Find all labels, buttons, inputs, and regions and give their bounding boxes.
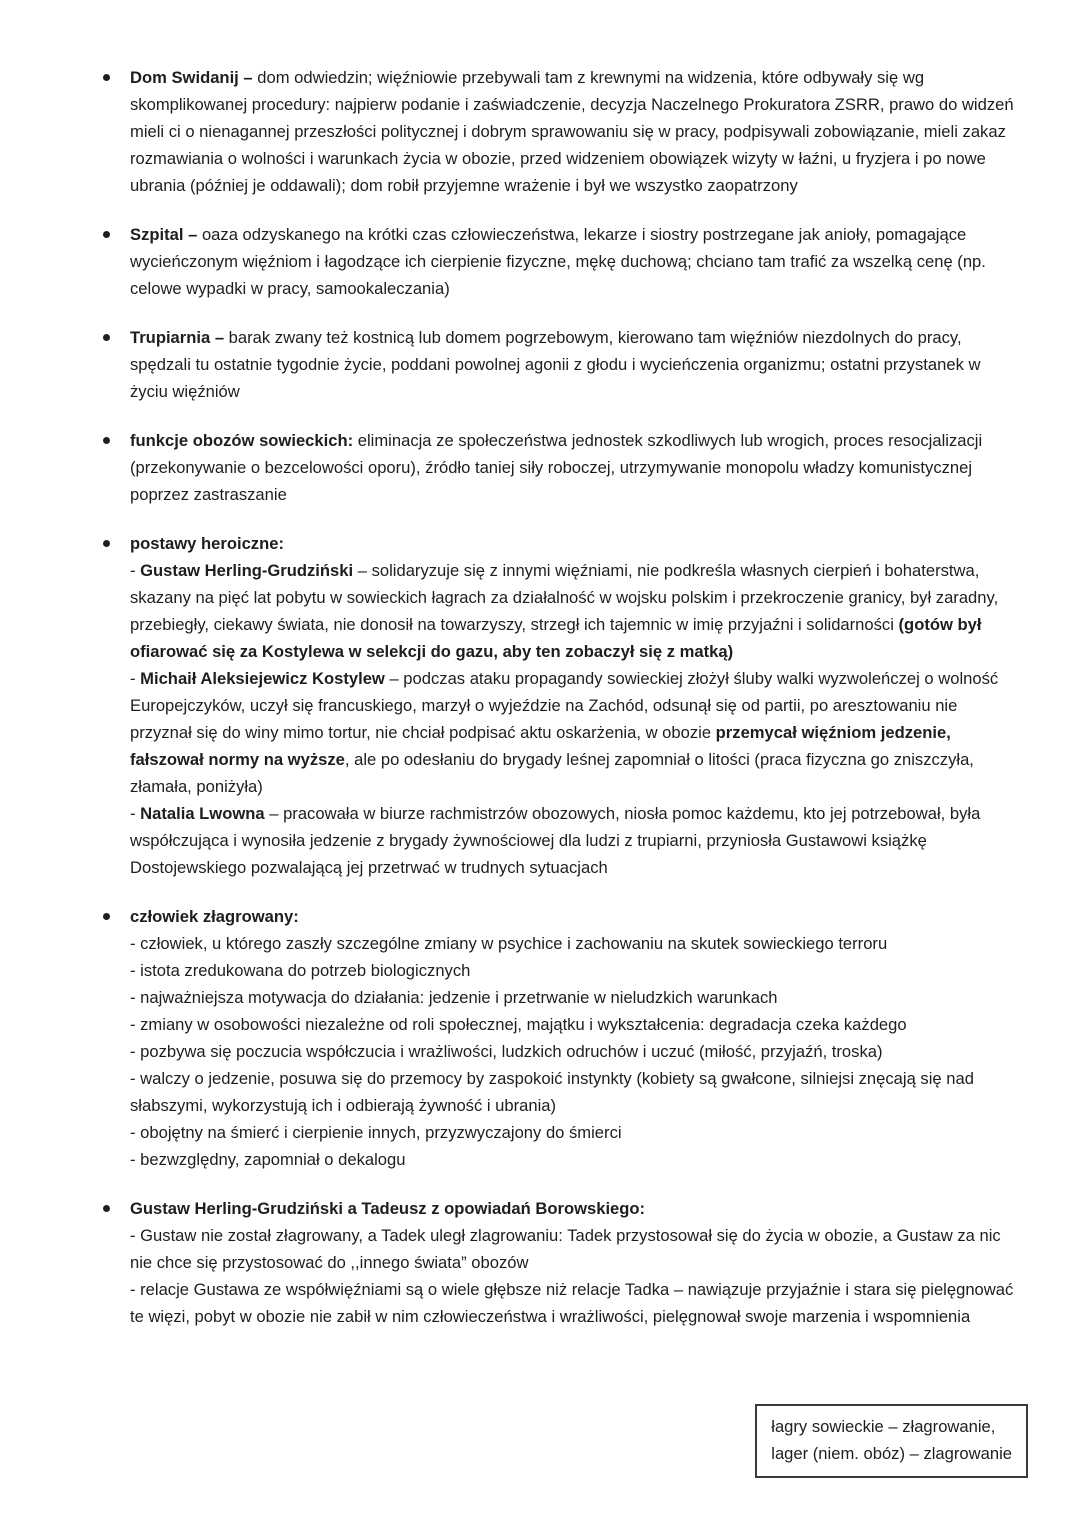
text-run: Szpital – <box>130 225 202 244</box>
text-run: oaza odzyskanego na krótki czas człowieczeństwa, lekarze i siostry postrzegane jak anioły, pomagające wycieńczonym więźniom i łagodzące ich cierpienie fizyczne, mękę duchową; chciano tam trafić za wszelką cenę (np. celowe wypadki w pracy, samookaleczania) <box>130 225 986 298</box>
text-run: Trupiarnia – <box>130 328 229 347</box>
text-run: Michaił Aleksiejewicz Kostylew <box>140 669 385 688</box>
text-run: , ale po odesłaniu do brygady leśnej zapomniał o litości (praca fizyczna go zniszczyła, złamała, poniżyła) <box>130 750 974 796</box>
text-run: - <box>130 561 141 580</box>
text-run: - bezwzględny, zapomniał o dekalogu <box>130 1150 406 1169</box>
text-line <box>130 800 1016 881</box>
text-run: - pozbywa się poczucia współczucia i wrażliwości, ludzkich odruchów i uczuć (miłość, przyjaźń, troska) <box>130 1042 883 1061</box>
text-run: postawy heroiczne: <box>130 534 284 553</box>
text-run: – solidaryzuje się z innymi więźniami, nie podkreśla własnych cierpień i bohaterstwa, skazany na pięć lat pobytu w sowieckich łagrach za działalność w wojsku polskim i przekroczenie granicy, był zaradny, przebiegły, ciekawy świata, nie donosił na towarzyszy, strzegł ich tajemnic w imię przyjaźni i solidarności <box>130 561 999 634</box>
note-line: łagry sowieckie – złagrowanie, <box>771 1417 996 1436</box>
text-run: Dom Swidanij – <box>130 68 258 87</box>
text-run: - walczy o jedzenie, posuwa się do przemocy by zaspokoić instynkty (kobiety są gwałcone, silniejsi znęcają się nad słabszymi, wykorzystują ich i odbierają żywność i ubrania) <box>130 1069 974 1115</box>
text-run: eliminacja ze społeczeństwa jednostek szkodliwych lub wrogich, proces resocjalizacji (przekonywanie o bezcelowości oporu), źródło taniej siły roboczej, utrzymywanie monopolu władzy komunistycznej poprzez zastraszanie <box>130 431 983 504</box>
bullet-item <box>100 64 1016 199</box>
bullet-list <box>100 64 1016 1330</box>
text-line <box>130 665 1016 800</box>
text-run: Gustaw Herling-Grudziński <box>140 561 354 580</box>
text-run: - człowiek, u którego zaszły szczególne zmiany w psychice i zachowaniu na skutek sowieckiego terroru <box>130 934 888 953</box>
text-line <box>130 1222 1016 1276</box>
text-run: - relacje Gustawa ze współwięźniami są o wiele głębsze niż relacje Tadka – nawiązuje przyjaźnie i stara się pielęgnować te więzi, pobyt w obozie nie zabił w nim człowieczeństwa i wrażliwości, pielęgnował swoje marzenia i wspomnienia <box>130 1280 1014 1326</box>
text-line <box>130 557 1016 665</box>
text-run: Natalia Lwowna <box>140 804 265 823</box>
text-run: człowiek złagrowany: <box>130 907 299 926</box>
text-run: - <box>130 669 141 688</box>
definition-note-box <box>755 1404 1028 1478</box>
text-line <box>130 427 1016 508</box>
text-run: - zmiany w osobowości niezależne od roli społecznej, majątku i wykształcenia: degradacja czeka każdego <box>130 1015 907 1034</box>
text-run: dom odwiedzin; więźniowie przebywali tam z krewnymi na widzenia, które odbywały się wg skomplikowanej procedury: najpierw podanie i zaświadczenie, decyzja Naczelnego Prokuratora ZSRR, prawo do widzeń mieli ci o nienagannej przeszłości politycznej i dobrym sprawowaniu się w pracy, podpisywali zobowiązanie, mieli zakaz rozmawiania o wolności i warunkach życia w obozie, przed widzeniem obowiązek wizyty w łaźni, u fryzjera i po nowe ubrania (później je oddawali); dom robił przyjemne wrażenie i był we wszystko zaopatrzony <box>130 68 1014 195</box>
bullet-item <box>100 221 1016 302</box>
text-run: (gotów był ofiarować się za Kostylewa w selekcji do gazu, aby ten zobaczył się z matką) <box>130 615 982 661</box>
bullet-item <box>100 1195 1016 1330</box>
text-run: - obojętny na śmierć i cierpienie innych, przyzwyczajony do śmierci <box>130 1123 622 1142</box>
text-run: - najważniejsza motywacja do działania: jedzenie i przetrwanie w nieludzkich warunkach <box>130 988 778 1007</box>
text-line <box>130 957 1016 984</box>
text-line <box>130 1038 1016 1065</box>
text-line <box>130 324 1016 405</box>
bullet-item <box>100 530 1016 881</box>
text-run: przemycał więźniom jedzenie, fałszował normy na wyższe <box>130 723 951 769</box>
text-run: – podczas ataku propagandy sowieckiej złożył śluby walki wyzwoleńczej o wolność Europejczyków, uczył się francuskiego, marzył o wyjeździe na Zachód, odsunął się od partii, po aresztowaniu nie przyznał się do winy mimo tortur, nie chciał podpisać aktu oskarżenia, w obozie <box>130 669 999 742</box>
text-line <box>130 1065 1016 1119</box>
text-run: - istota zredukowana do potrzeb biologicznych <box>130 961 471 980</box>
text-line <box>130 530 1016 557</box>
text-line <box>130 1195 1016 1222</box>
bullet-item <box>100 324 1016 405</box>
bullet-item <box>100 427 1016 508</box>
text-run: funkcje obozów sowieckich: <box>130 431 358 450</box>
text-run: Gustaw Herling-Grudziński a Tadeusz z opowiadań Borowskiego: <box>130 1199 646 1218</box>
text-run: - Gustaw nie został złagrowany, a Tadek uległ zlagrowaniu: Tadek przystosował się do życia w obozie, a Gustaw za nic nie chce się przystosować do ,,innego świata” obozów <box>130 1226 1001 1272</box>
text-line <box>130 1119 1016 1146</box>
text-line <box>130 903 1016 930</box>
text-run: – pracowała w biurze rachmistrzów obozowych, niosła pomoc każdemu, kto jej potrzebował, była współczująca i wynosiła jedzenie z brygady żywnościowej dla ludzi z trupiarni, przyniosła Gustawowi książkę Dostojewskiego pozwalającą jej przetrwać w trudnych sytuacjach <box>130 804 981 877</box>
text-line <box>130 930 1016 957</box>
text-run: barak zwany też kostnicą lub domem pogrzebowym, kierowano tam więźniów niezdolnych do pracy, spędzali tu ostatnie tygodnie życie, poddani powolnej agonii z głodu i wycieńczenia organizmu; ostatni przystanek w życiu więźniów <box>130 328 981 401</box>
note-line: lager (niem. obóz) – zlagrowanie <box>771 1444 1012 1463</box>
text-line <box>130 1146 1016 1173</box>
text-line <box>130 221 1016 302</box>
text-line <box>130 1011 1016 1038</box>
text-line <box>130 984 1016 1011</box>
bullet-item <box>100 903 1016 1173</box>
text-line <box>130 64 1016 199</box>
text-run: - <box>130 804 141 823</box>
text-line <box>130 1276 1016 1330</box>
